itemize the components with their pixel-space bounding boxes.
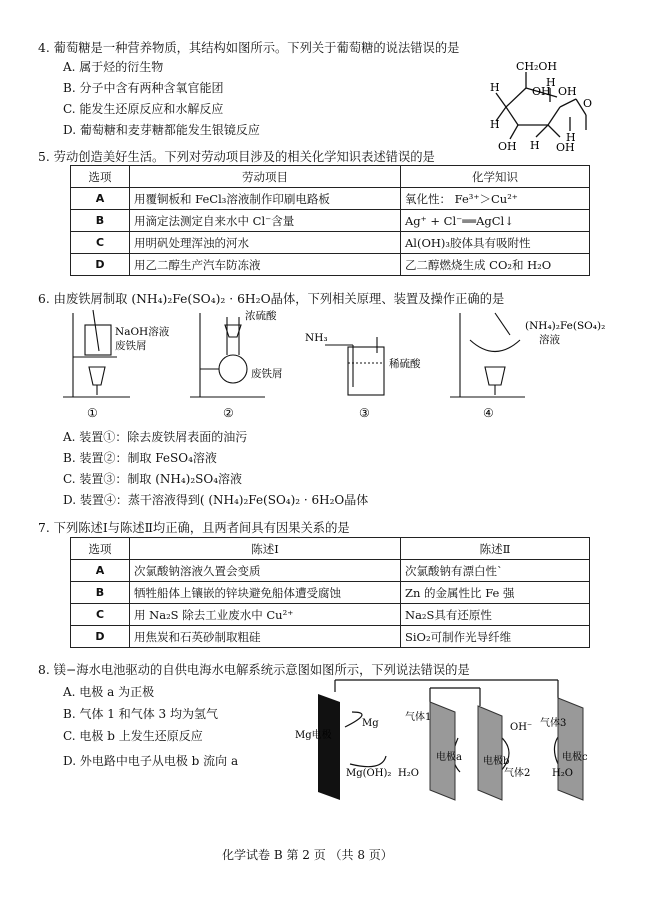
q6-option-a: A. 装置①：除去废铁屑表面的油污 bbox=[63, 430, 248, 444]
mg-electrode-plate bbox=[318, 694, 340, 800]
svg-text:H: H bbox=[490, 118, 500, 131]
table-row: A 用覆铜板和 FeCl₃溶液制作印刷电路板 氧化性： Fe³⁺＞Cu²⁺ bbox=[71, 188, 590, 210]
q8-stem: 8. 镁−海水电池驱动的自供电海水电解系统示意图如图所示，下列说法错误的是 bbox=[38, 663, 470, 677]
svg-text:③: ③ bbox=[359, 406, 370, 420]
svg-text:电极a: 电极a bbox=[436, 752, 462, 763]
svg-text:H: H bbox=[490, 81, 500, 94]
svg-text:废铁屑: 废铁屑 bbox=[115, 340, 147, 352]
svg-text:气体1: 气体1 bbox=[405, 712, 432, 723]
svg-text:Mg电极: Mg电极 bbox=[295, 730, 332, 741]
table-row: B 牺牲船体上镶嵌的锌块避免船体遭受腐蚀 Zn 的金属性比 Fe 强 bbox=[71, 582, 590, 604]
q7-header-row: 选项 陈述Ⅰ 陈述Ⅱ bbox=[71, 538, 590, 560]
svg-text:H: H bbox=[530, 139, 540, 152]
svg-text:Mg(OH)₂: Mg(OH)₂ bbox=[346, 768, 392, 779]
table-row: C 用明矾处理浑浊的河水 Al(OH)₃胶体具有吸附性 bbox=[71, 232, 590, 254]
electrode-c-plate bbox=[558, 698, 583, 800]
svg-text:电极b: 电极b bbox=[483, 756, 510, 767]
svg-text:气体3: 气体3 bbox=[540, 718, 567, 729]
svg-text:Mg: Mg bbox=[362, 718, 379, 729]
svg-text:OH⁻: OH⁻ bbox=[510, 722, 533, 733]
q5-table bbox=[70, 165, 590, 276]
q8-option-d: D. 外电路中电子从电极 b 流向 a bbox=[63, 754, 239, 768]
svg-text:NaOH溶液: NaOH溶液 bbox=[115, 326, 170, 338]
table-row: D 用焦炭和石英砂制取粗硅 SiO₂可制作光导纤维 bbox=[71, 626, 590, 648]
page-footer: 化学试卷 B 第 2 页 （共 8 页） bbox=[222, 848, 393, 862]
q7-stem: 7. 下列陈述Ⅰ与陈述Ⅱ均正确，且两者间具有因果关系的是 bbox=[38, 521, 350, 535]
svg-text:浓硫酸: 浓硫酸 bbox=[245, 310, 277, 322]
svg-text:OH: OH bbox=[556, 141, 575, 154]
svg-text:(NH₄)₂Fe(SO₄)₂: (NH₄)₂Fe(SO₄)₂ bbox=[525, 320, 606, 332]
q8-option-c: C. 电极 b 上发生还原反应 bbox=[63, 729, 203, 743]
svg-text:气体2: 气体2 bbox=[504, 768, 531, 779]
q5-stem: 5. 劳动创造美好生活。下列对劳动项目涉及的相关化学知识表述错误的是 bbox=[38, 150, 435, 164]
q6-apparatus-figure bbox=[55, 305, 615, 425]
svg-text:稀硫酸: 稀硫酸 bbox=[389, 358, 421, 370]
svg-text:电极c: 电极c bbox=[562, 752, 588, 763]
svg-text:①: ① bbox=[87, 406, 98, 420]
glucose-ch2oh: CH₂OH bbox=[516, 60, 558, 73]
q6-option-d: D. 装置④：蒸干溶液得到( (NH₄)₂Fe(SO₄)₂ · 6H₂O晶体 bbox=[63, 493, 369, 507]
svg-text:H₂O: H₂O bbox=[398, 768, 419, 779]
svg-text:NH₃: NH₃ bbox=[305, 332, 328, 344]
q6-option-c: C. 装置③：制取 (NH₄)₂SO₄溶液 bbox=[63, 472, 243, 486]
svg-text:H: H bbox=[566, 131, 576, 144]
svg-text:废铁屑: 废铁屑 bbox=[251, 368, 283, 380]
q8-option-b: B. 气体 1 和气体 3 均为氢气 bbox=[63, 707, 218, 721]
q6-stem: 6. 由废铁屑制取 (NH₄)₂Fe(SO₄)₂ · 6H₂O晶体，下列相关原理、装置及操作正确的是 bbox=[38, 292, 505, 306]
glucose-structure-diagram bbox=[470, 55, 620, 160]
q4-option-c: C. 能发生还原反应和水解反应 bbox=[63, 102, 224, 116]
table-row: A 次氯酸钠溶液久置会变质 次氯酸钠有漂白性` bbox=[71, 560, 590, 582]
svg-text:②: ② bbox=[223, 406, 234, 420]
svg-text:H₂O: H₂O bbox=[552, 768, 573, 779]
table-row: D 用乙二醇生产汽车防冻液 乙二醇燃烧生成 CO₂和 H₂O bbox=[71, 254, 590, 276]
q8-option-a: A. 电极 a 为正极 bbox=[63, 685, 155, 699]
q7-table bbox=[70, 537, 590, 648]
svg-text:H: H bbox=[546, 76, 556, 89]
svg-text:④: ④ bbox=[483, 406, 494, 420]
q8-electrolysis-diagram bbox=[290, 672, 620, 807]
table-row: C 用 Na₂S 除去工业废水中 Cu²⁺ Na₂S具有还原性 bbox=[71, 604, 590, 626]
q6-option-b: B. 装置②：制取 FeSO₄溶液 bbox=[63, 451, 217, 465]
electrode-b-plate bbox=[478, 706, 502, 800]
svg-text:OH: OH bbox=[558, 85, 577, 98]
svg-text:O: O bbox=[583, 97, 593, 110]
svg-text:溶液: 溶液 bbox=[539, 334, 560, 346]
q4-option-b: B. 分子中含有两种含氧官能团 bbox=[63, 81, 224, 95]
electrode-a-plate bbox=[430, 702, 455, 800]
q4-stem: 4. 葡萄糖是一种营养物质，其结构如图所示。下列关于葡萄糖的说法错误的是 bbox=[38, 41, 460, 55]
table-row: B 用滴定法测定自来水中 Cl⁻含量 Ag⁺ + Cl⁻══AgCl↓ bbox=[71, 210, 590, 232]
svg-text:OH: OH bbox=[498, 140, 517, 153]
q4-option-a: A. 属于烃的衍生物 bbox=[63, 60, 164, 74]
svg-text:OH: OH bbox=[532, 85, 551, 98]
q4-option-d: D. 葡萄糖和麦芽糖都能发生银镜反应 bbox=[63, 123, 260, 137]
q5-header-row: 选项 劳动项目 化学知识 bbox=[71, 166, 590, 188]
